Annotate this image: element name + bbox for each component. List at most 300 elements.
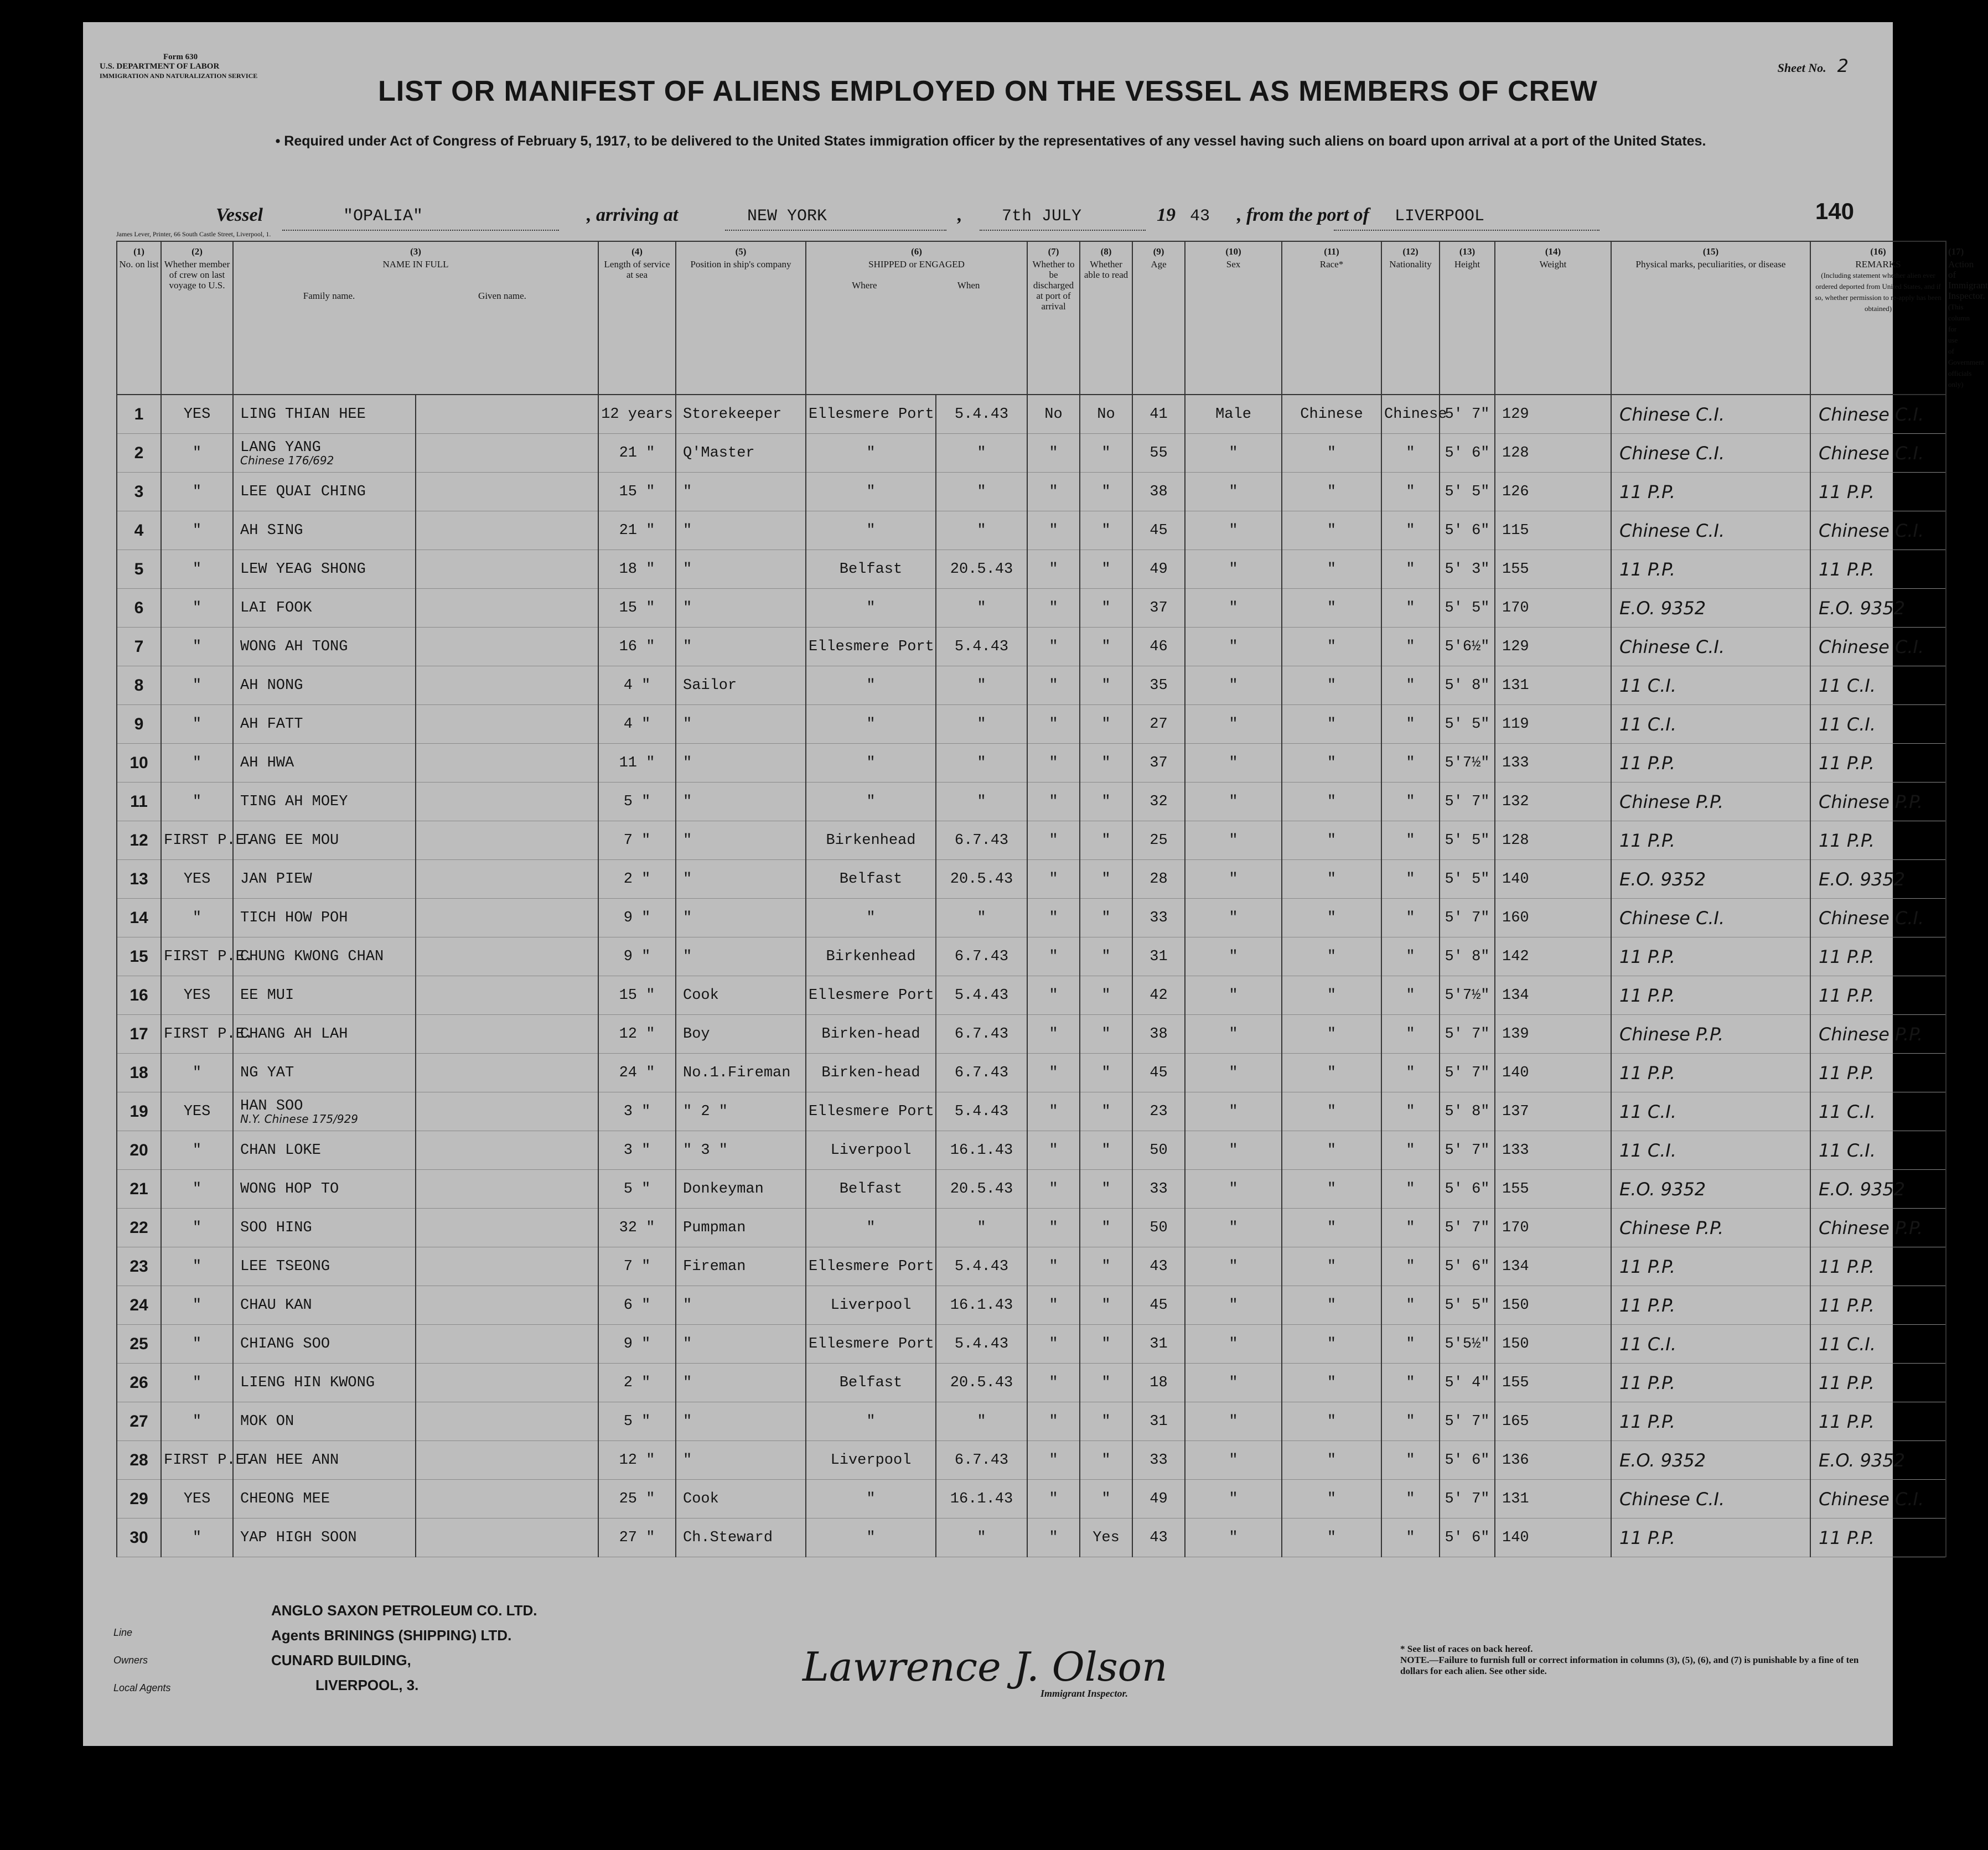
age: 31	[1132, 1325, 1185, 1364]
shipped-when: 16.1.43	[936, 1480, 1027, 1519]
nationality: "	[1381, 937, 1440, 976]
age: 49	[1132, 1480, 1185, 1519]
position: "	[676, 628, 806, 666]
remarks: Chinese C.I.	[1810, 628, 1946, 666]
row-number: 13	[117, 860, 161, 899]
physical-marks: 11 P.P.	[1611, 1247, 1810, 1286]
weight: 131	[1495, 666, 1611, 705]
nationality: "	[1381, 1131, 1440, 1170]
race: "	[1282, 1441, 1381, 1480]
race: "	[1282, 1325, 1381, 1364]
sex: "	[1185, 628, 1282, 666]
last-voyage: FIRST P.E.	[161, 1015, 233, 1054]
remarks: 11 C.I.	[1810, 666, 1946, 705]
given-name	[416, 628, 598, 666]
remarks: Chinese P.P.	[1810, 783, 1946, 821]
sex: "	[1185, 860, 1282, 899]
remarks: 11 P.P.	[1810, 1519, 1946, 1557]
weight: 139	[1495, 1015, 1611, 1054]
height: 5' 5"	[1440, 821, 1495, 860]
race: "	[1282, 937, 1381, 976]
service-length: 21 "	[598, 434, 676, 473]
col-remarks: (16) REMARKS (Including statement whether alien ever ordered deported from United States, and if so, whether permission to re-apply has been obtained)	[1810, 241, 1946, 395]
discharged: "	[1027, 1092, 1080, 1131]
col-nationality: (12) Nationality	[1381, 241, 1440, 395]
page-title: LIST OR MANIFEST OF ALIENS EMPLOYED ON THE VESSEL AS MEMBERS OF CREW	[378, 75, 1598, 107]
physical-marks: Chinese P.P.	[1611, 1209, 1810, 1247]
nationality: "	[1381, 1286, 1440, 1325]
service-length: 9 "	[598, 899, 676, 937]
remarks: Chinese C.I.	[1810, 899, 1946, 937]
family-name: CHEONG MEE	[233, 1480, 416, 1519]
able-to-read: "	[1080, 783, 1132, 821]
shipped-where: "	[806, 1519, 936, 1557]
remarks: 11 C.I.	[1810, 1325, 1946, 1364]
shipped-where: "	[806, 1480, 936, 1519]
able-to-read: "	[1080, 434, 1132, 473]
given-name	[416, 783, 598, 821]
col-sex: (10) Sex	[1185, 241, 1282, 395]
arrival-date: 7th JULY	[1002, 207, 1082, 226]
age: 37	[1132, 589, 1185, 628]
last-voyage: "	[161, 628, 233, 666]
nationality: "	[1381, 783, 1440, 821]
col-service: (4) Length of service at sea	[598, 241, 676, 395]
row-number: 27	[117, 1402, 161, 1441]
punch-hole	[39, 847, 71, 879]
col-read: (8) Whether able to read	[1080, 241, 1132, 395]
form-number: Form 630	[163, 53, 198, 61]
table-row	[117, 589, 1946, 628]
table-row	[117, 1247, 1946, 1286]
race: "	[1282, 628, 1381, 666]
table-row	[117, 1209, 1946, 1247]
col-last-voyage: (2) Whether member of crew on last voyage to U.S.	[161, 241, 233, 395]
sex: "	[1185, 899, 1282, 937]
weight: 126	[1495, 473, 1611, 511]
race: "	[1282, 1131, 1381, 1170]
position: "	[676, 473, 806, 511]
last-voyage: "	[161, 589, 233, 628]
discharged: "	[1027, 589, 1080, 628]
row-number: 24	[117, 1286, 161, 1325]
height: 5' 3"	[1440, 550, 1495, 589]
given-name	[416, 937, 598, 976]
height: 5' 6"	[1440, 1170, 1495, 1209]
shipped-where: "	[806, 666, 936, 705]
nationality: "	[1381, 550, 1440, 589]
agents-label: Local Agents	[113, 1682, 171, 1693]
shipped-when: "	[936, 1209, 1027, 1247]
age: 38	[1132, 473, 1185, 511]
discharged: "	[1027, 511, 1080, 550]
race: "	[1282, 589, 1381, 628]
col-shipped: (6) SHIPPED or ENGAGED Where When	[806, 241, 1027, 395]
last-voyage: YES	[161, 395, 233, 434]
family-name: TICH HOW POH	[233, 899, 416, 937]
height: 5' 6"	[1440, 1519, 1495, 1557]
physical-marks: Chinese P.P.	[1611, 783, 1810, 821]
sex: "	[1185, 1247, 1282, 1286]
height: 5' 6"	[1440, 434, 1495, 473]
discharged: "	[1027, 1054, 1080, 1092]
sex: "	[1185, 1170, 1282, 1209]
table-row	[117, 821, 1946, 860]
given-name	[416, 1092, 598, 1131]
service-length: 12 "	[598, 1015, 676, 1054]
able-to-read: "	[1080, 589, 1132, 628]
last-voyage: "	[161, 511, 233, 550]
col-no: (1) No. on list	[117, 241, 161, 395]
service-length: 7 "	[598, 1247, 676, 1286]
shipped-when: 6.7.43	[936, 1054, 1027, 1092]
position: "	[676, 860, 806, 899]
sex: "	[1185, 666, 1282, 705]
physical-marks: 11 C.I.	[1611, 1325, 1810, 1364]
physical-marks: 11 P.P.	[1611, 1402, 1810, 1441]
service-length: 6 "	[598, 1286, 676, 1325]
physical-marks: E.O. 9352	[1611, 1441, 1810, 1480]
discharged: "	[1027, 899, 1080, 937]
punch-hole	[22, 47, 54, 79]
weight: 160	[1495, 899, 1611, 937]
table-row	[117, 1054, 1946, 1092]
agent-line-1: ANGLO SAXON PETROLEUM CO. LTD.	[271, 1602, 537, 1619]
row-number: 11	[117, 783, 161, 821]
given-name	[416, 860, 598, 899]
remarks: Chinese P.P.	[1810, 1015, 1946, 1054]
given-name	[416, 1286, 598, 1325]
able-to-read: "	[1080, 1247, 1132, 1286]
discharged: "	[1027, 1441, 1080, 1480]
height: 5' 8"	[1440, 666, 1495, 705]
shipped-when: 20.5.43	[936, 860, 1027, 899]
family-name: TANG EE MOU	[233, 821, 416, 860]
table-row	[117, 744, 1946, 783]
department: U.S. DEPARTMENT OF LABOR	[100, 62, 220, 71]
last-voyage: "	[161, 550, 233, 589]
family-name: CHIANG SOO	[233, 1325, 416, 1364]
table-row	[117, 395, 1946, 434]
table-row	[117, 1480, 1946, 1519]
page-number: 140	[1815, 198, 1854, 224]
position: "	[676, 1402, 806, 1441]
sex: "	[1185, 511, 1282, 550]
shipped-where: "	[806, 511, 936, 550]
shipped-when: "	[936, 473, 1027, 511]
race: "	[1282, 1054, 1381, 1092]
year-prefix: 19	[1157, 205, 1176, 225]
sex: "	[1185, 473, 1282, 511]
race: "	[1282, 1247, 1381, 1286]
given-name	[416, 1015, 598, 1054]
age: 32	[1132, 783, 1185, 821]
physical-marks: Chinese C.I.	[1611, 628, 1810, 666]
table-row	[117, 1286, 1946, 1325]
weight: 136	[1495, 1441, 1611, 1480]
from-label: , from the port of	[1237, 205, 1369, 225]
service-length: 25 "	[598, 1480, 676, 1519]
service: IMMIGRATION AND NATURALIZATION SERVICE	[100, 72, 258, 80]
race: "	[1282, 473, 1381, 511]
row-number: 17	[117, 1015, 161, 1054]
position: Q'Master	[676, 434, 806, 473]
position: "	[676, 1441, 806, 1480]
position: "	[676, 783, 806, 821]
row-number: 1	[117, 395, 161, 434]
family-name: NG YAT	[233, 1054, 416, 1092]
col-height: (13) Height	[1440, 241, 1495, 395]
height: 5'6½"	[1440, 628, 1495, 666]
shipped-when: 5.4.43	[936, 976, 1027, 1015]
discharged: "	[1027, 744, 1080, 783]
row-number: 12	[117, 821, 161, 860]
last-voyage: "	[161, 1286, 233, 1325]
position: "	[676, 589, 806, 628]
table-row	[117, 550, 1946, 589]
position: "	[676, 1364, 806, 1402]
header-row: (1) No. on list (2) Whether member of crew on last voyage to U.S. (3) NAME IN FULL Family name. Given name. (4) Length of service at sea (5) Position in ship's company (6) SHIPPED or ENGAGED Where When (7) Whether to be discharged at port of arrival (8) Whether able to read (9) Age (10) Sex (11) Race* (12) Nationality (13) Height (14) Weight (15) Physical marks, peculiarities, or disease (16) REMARKS (Including statement whether alien ever ordered deported from United States, and if so, whether permission to re-apply has been obtained) (17) Action of Immigrant Inspector. (This column for use of Government officials only)	[117, 241, 1946, 395]
race: Chinese	[1282, 395, 1381, 434]
nationality: "	[1381, 899, 1440, 937]
vessel-label: Vessel	[216, 205, 263, 225]
service-length: 15 "	[598, 976, 676, 1015]
weight: 119	[1495, 705, 1611, 744]
last-voyage: YES	[161, 1480, 233, 1519]
physical-marks: Chinese C.I.	[1611, 899, 1810, 937]
able-to-read: "	[1080, 1170, 1132, 1209]
given-name	[416, 1170, 598, 1209]
remarks: 11 P.P.	[1810, 1054, 1946, 1092]
age: 42	[1132, 976, 1185, 1015]
shipped-where: Ellesmere Port	[806, 628, 936, 666]
physical-marks: 11 P.P.	[1611, 1054, 1810, 1092]
race: "	[1282, 1015, 1381, 1054]
position: "	[676, 821, 806, 860]
given-name	[416, 666, 598, 705]
last-voyage: "	[161, 1402, 233, 1441]
last-voyage: FIRST P.E.	[161, 1441, 233, 1480]
able-to-read: "	[1080, 1441, 1132, 1480]
shipped-where: Birkenhead	[806, 821, 936, 860]
physical-marks: 11 P.P.	[1611, 744, 1810, 783]
able-to-read: No	[1080, 395, 1132, 434]
shipped-when: 6.7.43	[936, 937, 1027, 976]
height: 5' 7"	[1440, 783, 1495, 821]
row-number: 21	[117, 1170, 161, 1209]
position: No.1.Fireman	[676, 1054, 806, 1092]
shipped-where: Liverpool	[806, 1441, 936, 1480]
race: "	[1282, 744, 1381, 783]
shipped-when: "	[936, 744, 1027, 783]
sex: "	[1185, 1402, 1282, 1441]
discharged: "	[1027, 783, 1080, 821]
shipped-when: "	[936, 434, 1027, 473]
height: 5' 8"	[1440, 937, 1495, 976]
able-to-read: "	[1080, 666, 1132, 705]
shipped-when: 20.5.43	[936, 1364, 1027, 1402]
position: "	[676, 1286, 806, 1325]
footer-note: * See list of races on back hereof. NOTE.—Failure to furnish full or correct information in columns (3), (5), (6), and (7) is punishable by a fine of ten dollars for each alien. See other side.	[1400, 1644, 1859, 1676]
weight: 134	[1495, 1247, 1611, 1286]
last-voyage: "	[161, 783, 233, 821]
family-name: LAI FOOK	[233, 589, 416, 628]
age: 49	[1132, 550, 1185, 589]
given-name	[416, 705, 598, 744]
remarks: 11 P.P.	[1810, 821, 1946, 860]
shipped-where: Liverpool	[806, 1131, 936, 1170]
able-to-read: "	[1080, 511, 1132, 550]
remarks: 11 P.P.	[1810, 1364, 1946, 1402]
able-to-read: "	[1080, 1402, 1132, 1441]
shipped-where: Belfast	[806, 860, 936, 899]
given-name	[416, 1131, 598, 1170]
service-length: 15 "	[598, 589, 676, 628]
weight: 134	[1495, 976, 1611, 1015]
shipped-when: 16.1.43	[936, 1131, 1027, 1170]
service-length: 21 "	[598, 511, 676, 550]
owners-label: Owners	[113, 1655, 148, 1666]
family-name: WONG HOP TO	[233, 1170, 416, 1209]
row-number: 2	[117, 434, 161, 473]
shipped-when: "	[936, 899, 1027, 937]
row-number: 14	[117, 899, 161, 937]
table-row	[117, 1092, 1946, 1131]
family-name: YAP HIGH SOON	[233, 1519, 416, 1557]
row-number: 3	[117, 473, 161, 511]
nationality: "	[1381, 1519, 1440, 1557]
race: "	[1282, 1170, 1381, 1209]
race: "	[1282, 821, 1381, 860]
service-length: 16 "	[598, 628, 676, 666]
last-voyage: "	[161, 1054, 233, 1092]
nationality: "	[1381, 1092, 1440, 1131]
able-to-read: "	[1080, 860, 1132, 899]
table-row	[117, 937, 1946, 976]
sex: "	[1185, 1364, 1282, 1402]
row-number: 28	[117, 1441, 161, 1480]
row-number: 23	[117, 1247, 161, 1286]
remarks: 11 P.P.	[1810, 937, 1946, 976]
service-length: 9 "	[598, 937, 676, 976]
last-voyage: "	[161, 744, 233, 783]
age: 41	[1132, 395, 1185, 434]
physical-marks: 11 P.P.	[1611, 821, 1810, 860]
able-to-read: "	[1080, 1015, 1132, 1054]
signature-label: Immigrant Inspector.	[1040, 1688, 1128, 1699]
height: 5' 8"	[1440, 1092, 1495, 1131]
age: 55	[1132, 434, 1185, 473]
physical-marks: 11 P.P.	[1611, 550, 1810, 589]
given-name	[416, 589, 598, 628]
shipped-where: Ellesmere Port	[806, 1325, 936, 1364]
able-to-read: "	[1080, 1054, 1132, 1092]
given-name	[416, 1054, 598, 1092]
position: "	[676, 1325, 806, 1364]
given-name	[416, 511, 598, 550]
race: "	[1282, 550, 1381, 589]
physical-marks: Chinese C.I.	[1611, 395, 1810, 434]
family-name: CHAN LOKE	[233, 1131, 416, 1170]
shipped-when: "	[936, 783, 1027, 821]
position: Cook	[676, 976, 806, 1015]
height: 5' 4"	[1440, 1364, 1495, 1402]
sex: "	[1185, 1441, 1282, 1480]
sex: "	[1185, 937, 1282, 976]
age: 37	[1132, 744, 1185, 783]
given-name	[416, 395, 598, 434]
sex: Male	[1185, 395, 1282, 434]
service-length: 9 "	[598, 1325, 676, 1364]
nationality: "	[1381, 1015, 1440, 1054]
nationality: Chinese	[1381, 395, 1440, 434]
physical-marks: 11 C.I.	[1611, 666, 1810, 705]
shipped-where: "	[806, 1209, 936, 1247]
table-row	[117, 666, 1946, 705]
position: "	[676, 550, 806, 589]
position: Fireman	[676, 1247, 806, 1286]
punch-hole	[39, 1168, 71, 1200]
sex: "	[1185, 1519, 1282, 1557]
given-name	[416, 1247, 598, 1286]
shipped-where: Belfast	[806, 1364, 936, 1402]
remarks: Chinese P.P.	[1810, 1209, 1946, 1247]
nationality: "	[1381, 1247, 1440, 1286]
weight: 128	[1495, 821, 1611, 860]
sex: "	[1185, 783, 1282, 821]
shipped-where: "	[806, 783, 936, 821]
height: 5' 7"	[1440, 1480, 1495, 1519]
remarks: Chinese C.I.	[1810, 434, 1946, 473]
discharged: "	[1027, 628, 1080, 666]
physical-marks: Chinese P.P.	[1611, 1015, 1810, 1054]
weight: 150	[1495, 1325, 1611, 1364]
nationality: "	[1381, 860, 1440, 899]
row-number: 15	[117, 937, 161, 976]
sex: "	[1185, 821, 1282, 860]
last-voyage: YES	[161, 976, 233, 1015]
service-length: 11 "	[598, 744, 676, 783]
remarks: Chinese C.I.	[1810, 395, 1946, 434]
physical-marks: Chinese C.I.	[1611, 1480, 1810, 1519]
table-row	[117, 1325, 1946, 1364]
able-to-read: "	[1080, 628, 1132, 666]
service-length: 12 years	[598, 395, 676, 434]
row-number: 25	[117, 1325, 161, 1364]
family-name: EE MUI	[233, 976, 416, 1015]
shipped-when: 6.7.43	[936, 1441, 1027, 1480]
shipped-when: "	[936, 666, 1027, 705]
physical-marks: 11 C.I.	[1611, 1092, 1810, 1131]
height: 5' 7"	[1440, 395, 1495, 434]
service-length: 2 "	[598, 1364, 676, 1402]
weight: 170	[1495, 1209, 1611, 1247]
family-name: LING THIAN HEE	[233, 395, 416, 434]
position: Sailor	[676, 666, 806, 705]
given-name	[416, 473, 598, 511]
given-name	[416, 744, 598, 783]
discharged: "	[1027, 705, 1080, 744]
family-name: HAN SOO N.Y. Chinese 175/929	[233, 1092, 416, 1131]
row-number: 8	[117, 666, 161, 705]
handwritten-annotation: N.Y. Chinese 175/929	[240, 1112, 359, 1126]
printer-credit: James Lever, Printer, 66 South Castle Street, Liverpool, 1.	[116, 230, 271, 238]
height: 5' 5"	[1440, 705, 1495, 744]
able-to-read: Yes	[1080, 1519, 1132, 1557]
shipped-where: Ellesmere Port	[806, 395, 936, 434]
discharged: "	[1027, 1286, 1080, 1325]
age: 38	[1132, 1015, 1185, 1054]
